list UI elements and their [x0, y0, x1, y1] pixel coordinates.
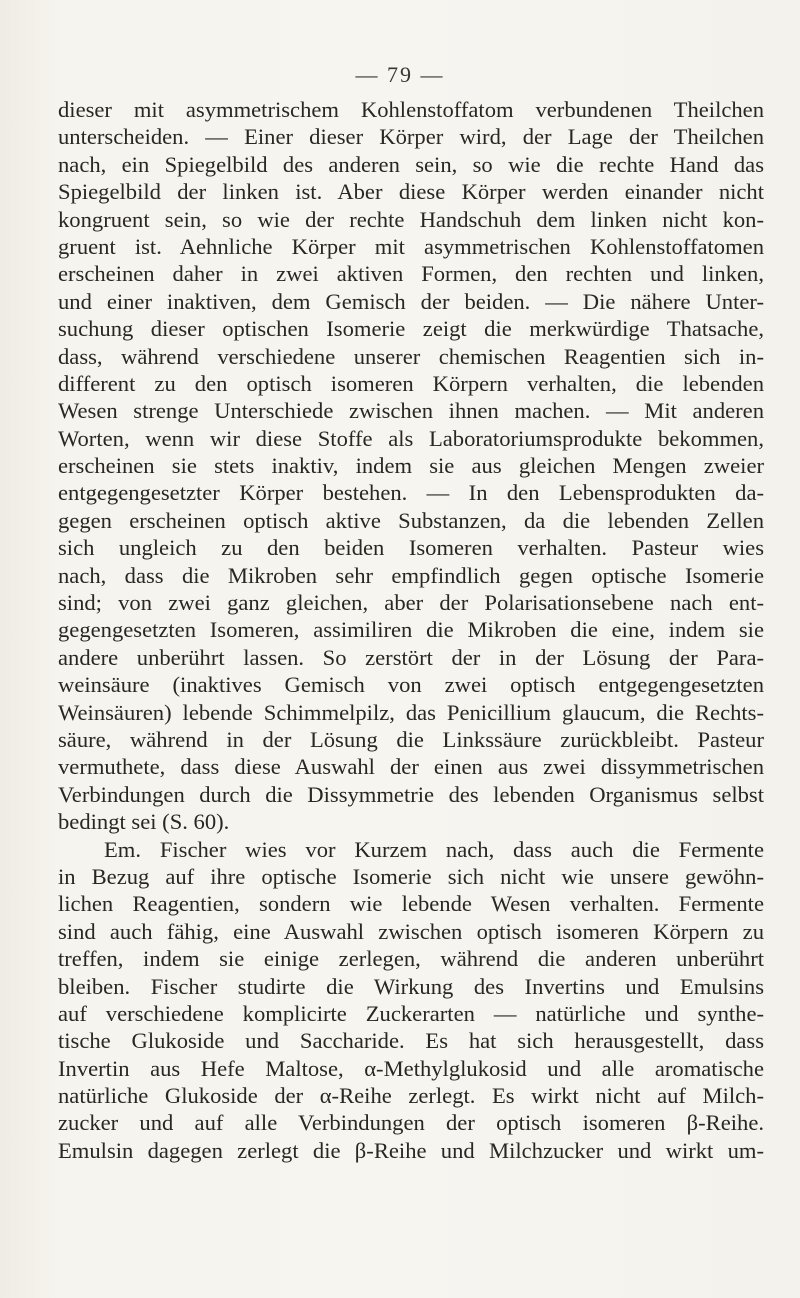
text-line: dieser mit asymmetrischem Kohlenstoffatom verbundenen Theilchen	[58, 97, 764, 122]
text-line: different zu den optisch isomeren Körpern verhalten, die lebenden	[58, 370, 764, 396]
text-line: Em. Fischer wies vor Kurzem nach, dass auch die Fermente	[104, 836, 764, 862]
text-line: nach, ein Spiegelbild des anderen sein, so wie die rechte Hand das	[58, 151, 764, 177]
text-line: dass, während verschiedene unserer chemischen Reagentien sich in-	[58, 343, 764, 369]
text-line: und einer inaktiven, dem Gemisch der beiden. — Die nähere Unter-	[58, 288, 764, 314]
page-number: — 79 —	[355, 62, 445, 87]
text-line: kongruent sein, so wie der rechte Handschuh dem linken nicht kon-	[58, 206, 764, 232]
text-line: bedingt sei (S. 60).	[58, 809, 230, 835]
text-line: säure, während in der Lösung die Linkssäure zurückbleibt. Pasteur	[58, 726, 764, 752]
text-line: nach, dass die Mikroben sehr empfindlich gegen optische Isomerie	[58, 562, 764, 588]
text-line: Verbindungen durch die Dissymmetrie des lebenden Organismus selbst	[58, 781, 764, 807]
text-line: treffen, indem sie einige zerlegen, während die anderen unberührt	[58, 946, 764, 972]
text-line: sind auch fähig, eine Auswahl zwischen optisch isomeren Körpern zu	[58, 918, 764, 944]
text-line: andere unberührt lassen. So zerstört der in der Lösung der Para-	[58, 644, 764, 670]
text-line: unterscheiden. — Einer dieser Körper wird, der Lage der Theilchen	[58, 124, 764, 150]
text-line: erscheinen daher in zwei aktiven Formen, den rechten und linken,	[58, 261, 764, 287]
text-line: sind; von zwei ganz gleichen, aber der Polarisationsebene nach ent-	[58, 590, 764, 616]
text-line: in Bezug auf ihre optische Isomerie sich nicht wie unsere gewöhn-	[58, 863, 764, 889]
text-line: Emulsin dagegen zerlegt die β-Reihe und Milchzucker und wirkt um-	[58, 1137, 764, 1163]
text-line: auf verschiedene komplicirte Zuckerarten — natürliche und synthe-	[58, 1000, 764, 1026]
body-text	[58, 96, 764, 1164]
text-line: gegen erscheinen optisch aktive Substanzen, da die lebenden Zellen	[58, 507, 764, 533]
text-line: vermuthete, dass diese Auswahl der einen aus zwei dissymmetrischen	[58, 754, 764, 780]
text-line: weinsäure (inaktives Gemisch von zwei optisch entgegengesetzten	[58, 672, 764, 698]
text-line: Weinsäuren) lebende Schimmelpilz, das Penicillium glaucum, die Rechts-	[58, 699, 764, 725]
text-line: gegengesetzten Isomeren, assimiliren die Mikroben die eine, indem sie	[58, 617, 764, 643]
text-line: tische Glukoside und Saccharide. Es hat sich herausgestellt, dass	[58, 1028, 764, 1054]
text-line: sich ungleich zu den beiden Isomeren verhalten. Pasteur wies	[58, 535, 764, 561]
text-line: natürliche Glukoside der α-Reihe zerlegt. Es wirkt nicht auf Milch-	[58, 1083, 764, 1109]
text-line: lichen Reagentien, sondern wie lebende Wesen verhalten. Fermente	[58, 891, 764, 917]
text-line: gruent ist. Aehnliche Körper mit asymmetrischen Kohlenstoffatomen	[58, 233, 764, 259]
text-line: Spiegelbild der linken ist. Aber diese Körper werden einander nicht	[58, 179, 764, 205]
text-line: Worten, wenn wir diese Stoffe als Laboratoriumsprodukte bekommen,	[58, 425, 764, 451]
text-line: entgegengesetzter Körper bestehen. — In den Lebensprodukten da-	[58, 480, 764, 506]
text-line: bleiben. Fischer studirte die Wirkung des Invertins und Emulsins	[58, 973, 764, 999]
text-line: suchung dieser optischen Isomerie zeigt die merkwürdige Thatsache,	[58, 316, 764, 342]
text-line: Wesen strenge Unterschiede zwischen ihnen machen. — Mit anderen	[58, 398, 764, 424]
text-line: zucker und auf alle Verbindungen der optisch isomeren β-Reihe.	[58, 1110, 764, 1136]
text-line: Invertin aus Hefe Maltose, α-Methylglukosid und alle aromatische	[58, 1055, 764, 1081]
text-line: erscheinen sie stets inaktiv, indem sie aus gleichen Mengen zweier	[58, 453, 764, 479]
